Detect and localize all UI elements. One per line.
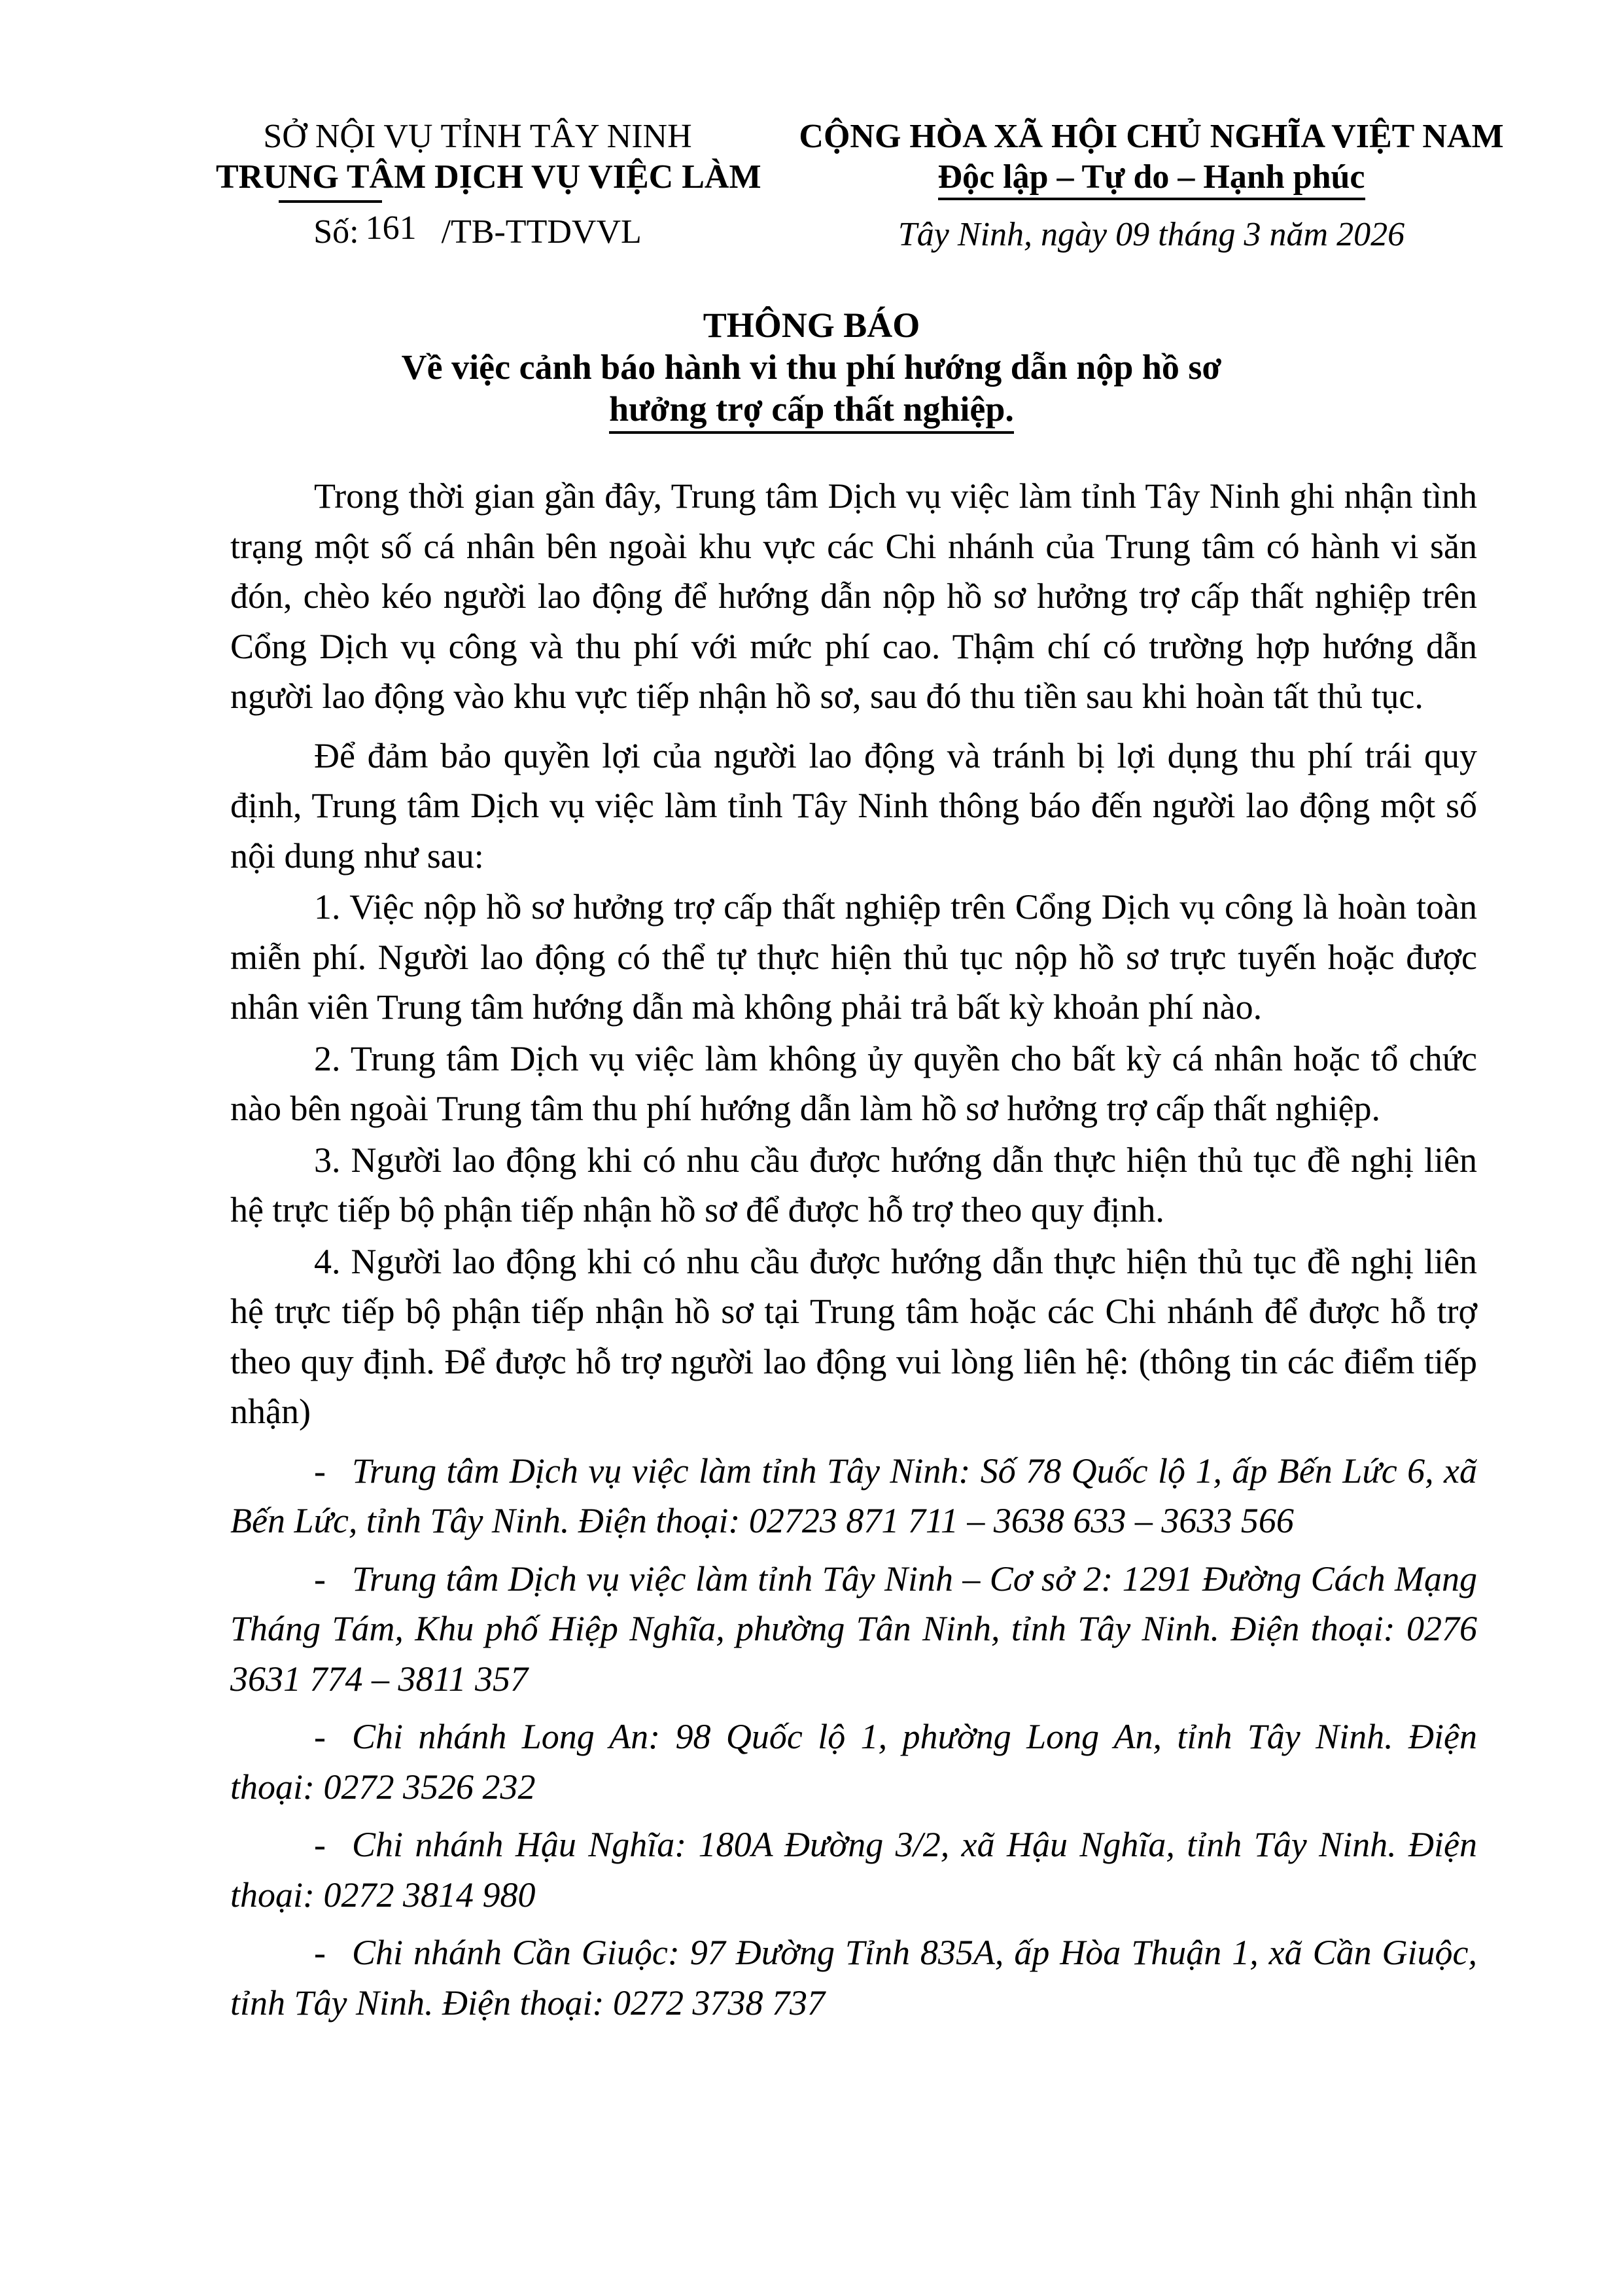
agency-name xyxy=(216,157,761,198)
notice-title-block xyxy=(0,304,1623,434)
notice-title: THÔNG BÁO xyxy=(703,306,920,345)
numbered-item: 1. Việc nộp hồ sơ hưởng trợ cấp thất nghiệp trên Cổng Dịch vụ công là hoàn toàn miễn phí. Người lao động có thể tự thực hiện thủ tục nộp hồ sơ trực tuyến hoặc được nhân viên Trung tâm hướng dẫn mà không phải trả bất kỳ khoản phí nào. xyxy=(230,887,1477,1027)
notice-subject-line-1: Về việc cảnh báo hành vi thu phí hướng dẫn nộp hồ sơ xyxy=(401,347,1222,387)
numbered-item: 4. Người lao động khi có nhu cầu được hướng dẫn thực hiện thủ tục đề nghị liên hệ trực tiếp bộ phận tiếp nhận hồ sơ tại Trung tâm hoặc các Chi nhánh để được hỗ trợ theo quy định. Để được hỗ trợ người lao động vui lòng liên hệ: (thông tin các điểm tiếp nhận) xyxy=(230,1241,1477,1431)
place-date: Tây Ninh, ngày 09 tháng 3 năm 2026 xyxy=(898,216,1405,253)
contact-entry xyxy=(230,1820,1477,1920)
contact-text: Trung tâm Dịch vụ việc làm tỉnh Tây Ninh – Cơ sở 2: 1291 Đường Cách Mạng Tháng Tám, Khu phố Hiệp Nghĩa, phường Tân Ninh, tỉnh Tây Ninh. Điện thoại: 0276 3631 774 – 3811 357 xyxy=(230,1559,1477,1699)
list-dash: - xyxy=(314,1825,326,1864)
contact-text: Chi nhánh Cần Giuộc: 97 Đường Tỉnh 835A, ấp Hòa Thuận 1, xã Cần Giuộc, tỉnh Tây Ninh. Điện thoại: 0272 3738 737 xyxy=(230,1933,1477,2022)
numbered-item: 3. Người lao động khi có nhu cầu được hướng dẫn thực hiện thủ tục đề nghị liên hệ trực tiếp bộ phận tiếp nhận hồ sơ để được hỗ trợ theo quy định. xyxy=(230,1140,1477,1229)
list-dash: - xyxy=(314,1451,326,1491)
list-dash: - xyxy=(314,1933,326,1972)
doc-number-suffix: /TB-TTDVVL xyxy=(441,213,642,251)
national-motto: Độc lập – Tự do – Hạnh phúc xyxy=(938,158,1365,200)
contact-text: Chi nhánh Hậu Nghĩa: 180A Đường 3/2, xã Hậu Nghĩa, tỉnh Tây Ninh. Điện thoại: 0272 3814 980 xyxy=(230,1825,1477,1915)
numbered-item: 2. Trung tâm Dịch vụ việc làm không ủy quyền cho bất kỳ cá nhân hoặc tổ chức nào bên ngoài Trung tâm thu phí hướng dẫn làm hồ sơ hưởng trợ cấp thất nghiệp. xyxy=(230,1038,1477,1128)
contact-entry xyxy=(230,1446,1477,1546)
body-paragraph: Để đảm bảo quyền lợi của người lao động và tránh bị lợi dụng thu phí trái quy định, Trung tâm Dịch vụ việc làm tỉnh Tây Ninh thông báo đến người lao động một số nội dung như sau: xyxy=(230,735,1477,875)
issuing-agency-block xyxy=(216,116,761,253)
contact-text: Chi nhánh Long An: 98 Quốc lộ 1, phường Long An, tỉnh Tây Ninh. Điện thoại: 0272 3526 232 xyxy=(230,1717,1477,1807)
notice-body xyxy=(230,471,1477,2036)
agency-name-text: TRUNG TÂM DỊCH VỤ VIỆC LÀM xyxy=(216,158,761,196)
doc-number-prefix: Số: xyxy=(313,213,359,251)
contact-entry xyxy=(230,1554,1477,1704)
agency-underline xyxy=(279,200,382,203)
national-header-block xyxy=(795,116,1508,255)
list-dash: - xyxy=(314,1717,326,1756)
contact-text: Trung tâm Dịch vụ việc làm tỉnh Tây Ninh: Số 78 Quốc lộ 1, ấp Bến Lức 6, xã Bến Lức, tỉnh Tây Ninh. Điện thoại: 02723 871 711 – 3638 633 – 3633 566 xyxy=(230,1451,1477,1540)
motto-wrapper xyxy=(795,157,1508,200)
nation-name: CỘNG HÒA XÃ HỘI CHỦ NGHĨA VIỆT NAM xyxy=(799,118,1504,155)
contact-entry xyxy=(230,1928,1477,2028)
notice-subject-line-2: hưởng trợ cấp thất nghiệp. xyxy=(609,388,1014,434)
document-number xyxy=(216,209,739,253)
list-dash: - xyxy=(314,1559,326,1598)
parent-agency: SỞ NỘI VỤ TỈNH TÂY NINH xyxy=(263,118,692,155)
body-paragraph: Trong thời gian gần đây, Trung tâm Dịch vụ việc làm tỉnh Tây Ninh ghi nhận tình trạng một số cá nhân bên ngoài khu vực các Chi nhánh của Trung tâm có hành vi săn đón, chèo kéo người lao động để hướng dẫn nộp hồ sơ hưởng trợ cấp thất nghiệp trên Cổng Dịch vụ công và thu phí với mức phí cao. Thậm chí có trường hợp hướng dẫn người lao động vào khu vực tiếp nhận hồ sơ, sau đó thu tiền sau khi hoàn tất thủ tục. xyxy=(230,476,1477,716)
doc-number-value: 161 xyxy=(365,209,417,247)
contact-entry xyxy=(230,1712,1477,1812)
